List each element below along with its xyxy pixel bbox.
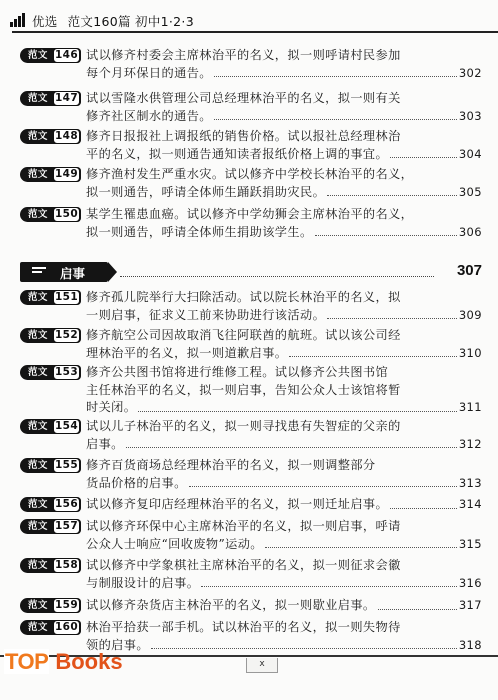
entry-text: 试以修齐环保中心主席林治平的名义，拟一则启事，呼请	[86, 519, 401, 533]
toc-entry[interactable]	[20, 289, 482, 324]
toc-entry[interactable]	[20, 206, 482, 241]
toc-entry[interactable]	[20, 597, 482, 615]
entry-text: 与制服设计的启事。	[86, 575, 200, 590]
entry-text: 每个月环保日的通告。	[86, 65, 212, 80]
entry-text-line	[20, 206, 482, 224]
entry-text-line	[20, 166, 482, 184]
entry-number: 148	[54, 130, 79, 142]
entry-text-line	[20, 436, 482, 454]
badge-label: 范文	[28, 460, 48, 471]
entry-page-number: 318	[458, 637, 482, 652]
leader-dots	[327, 194, 457, 196]
toc-entry[interactable]	[20, 128, 482, 163]
entry-number: 160	[54, 621, 79, 633]
entry-text-line	[20, 184, 482, 202]
section-page-number: 307	[456, 262, 482, 279]
entry-text-line	[20, 557, 482, 575]
book-title	[32, 12, 194, 30]
entry-text: 试以修齐复印店经理林治平的名义，拟一则迁址启事。	[86, 497, 389, 511]
leader-dots	[189, 485, 457, 487]
entry-text: 理林治平的名义，拟一则道歉启事。	[86, 345, 288, 360]
entry-text: 试以修齐村委会主席林治平的名义，拟一则呼请村民参加	[86, 48, 401, 62]
entry-text: 修齐日报报社上调报纸的销售价格。试以报社总经理林治	[86, 129, 401, 143]
leader-dots	[214, 75, 457, 77]
toc-entry[interactable]	[20, 47, 482, 82]
leader-dots	[315, 234, 457, 236]
toc-entry[interactable]	[20, 418, 482, 453]
entry-text-line	[20, 90, 482, 108]
badge-label: 范文	[28, 50, 48, 61]
entry-text: 一则启事，征求义工前来协助进行该活动。	[86, 307, 326, 322]
entry-text: 平的名义，拟一则通告通知读者报纸价格上调的事宜。	[86, 146, 389, 161]
entry-number: 151	[54, 291, 79, 303]
entry-text: 林治平拾获一部手机。试以林治平的名义，拟一则失物待	[86, 620, 401, 634]
entry-number: 155	[54, 459, 79, 471]
leader-dots	[201, 585, 457, 587]
badge-label: 范文	[28, 330, 48, 341]
menu-lines-icon	[32, 267, 46, 277]
entry-text: 修齐社区制水的通告。	[86, 108, 212, 123]
brand-label: 优选	[32, 14, 58, 29]
entry-number: 156	[54, 498, 79, 510]
entry-text: 某学生罹患血癌。试以修齐中学幼狮会主席林治平的名义，	[86, 207, 414, 221]
logo-books-text: Books	[55, 649, 123, 674]
entry-text: 试以雪隆水供管理公司总经理林治平的名义，拟一则有关	[86, 91, 401, 105]
toc-entry[interactable]	[20, 327, 482, 362]
leader-dots	[214, 118, 457, 120]
entry-number: 147	[54, 92, 79, 104]
entry-text: 修齐公共图书馆将进行维修工程。试以修齐公共图书馆	[86, 365, 389, 379]
badge-label: 范文	[28, 292, 48, 303]
badge-label: 范文	[28, 421, 48, 432]
leader-dots	[378, 608, 457, 610]
leader-dots	[138, 410, 456, 412]
entry-text: 拟一则通告，呼请全体师生踊跃捐助灾民。	[86, 184, 326, 199]
entry-number: 159	[54, 599, 79, 611]
entry-text-line	[20, 327, 482, 345]
entry-text-line	[20, 457, 482, 475]
entry-text-line	[20, 146, 482, 164]
entry-text: 试以修齐杂货店主林治平的名义，拟一则歇业启事。	[86, 598, 376, 612]
entry-text-line	[20, 597, 482, 615]
entry-page-number: 313	[458, 475, 482, 490]
page-header	[0, 0, 498, 34]
entry-text: 领的启事。	[86, 637, 149, 652]
entry-page-number: 312	[458, 436, 482, 451]
entry-page-number: 310	[458, 345, 482, 360]
entry-page-number: 314	[458, 497, 482, 511]
entry-number: 153	[54, 366, 79, 378]
entry-number: 150	[54, 208, 79, 220]
entry-text-line	[20, 382, 482, 400]
entry-text-line	[20, 496, 482, 514]
toc-entry[interactable]	[20, 364, 482, 417]
entry-text-line	[20, 575, 482, 593]
header-rule	[12, 31, 498, 33]
toc-entry[interactable]	[20, 518, 482, 553]
entry-text-line	[20, 518, 482, 536]
entry-number: 152	[54, 329, 79, 341]
badge-label: 范文	[28, 93, 48, 104]
entry-text: 公众人士响应“回收废物”运动。	[86, 536, 263, 551]
entry-page-number: 302	[458, 65, 482, 80]
entry-text: 试以儿子林治平的名义，拟一则寻找患有失智症的父亲的	[86, 419, 401, 433]
section-arrow-icon	[108, 262, 117, 282]
entry-number: 157	[54, 520, 79, 532]
section-leader-dots	[120, 276, 434, 277]
entry-page-number: 304	[458, 146, 482, 161]
entry-number: 154	[54, 420, 79, 432]
entry-text-line	[20, 65, 482, 83]
badge-label: 范文	[28, 209, 48, 220]
entry-page-number: 311	[458, 400, 482, 415]
section-heading	[20, 262, 482, 282]
entry-text-line	[20, 128, 482, 146]
entry-text-line	[20, 399, 482, 417]
toc-entry[interactable]	[20, 166, 482, 201]
entry-page-number: 316	[458, 575, 482, 590]
section-title: 启事	[60, 266, 86, 281]
badge-label: 范文	[28, 600, 48, 611]
entry-page-number: 309	[458, 307, 482, 322]
leader-dots	[289, 355, 456, 357]
page-tab: x	[246, 658, 278, 673]
entry-page-number: 306	[458, 224, 482, 239]
entry-text-line	[20, 345, 482, 363]
toc-entry[interactable]	[20, 496, 482, 514]
badge-label: 范文	[28, 131, 48, 142]
entry-text-line	[20, 289, 482, 307]
entry-text: 拟一则通告，呼请全体师生捐助该学生。	[86, 224, 313, 239]
entry-text: 时关闭。	[86, 400, 137, 415]
entry-number: 146	[54, 49, 79, 61]
leader-dots	[151, 647, 457, 649]
entry-text: 修齐航空公司因故取消飞往阿联酋的航班。试以该公司经	[86, 328, 401, 342]
badge-label: 范文	[28, 169, 48, 180]
leader-dots	[126, 446, 457, 448]
entry-text: 修齐孤儿院举行大扫除活动。试以院长林治平的名义，拟	[86, 290, 401, 304]
entry-text: 货品价格的启事。	[86, 475, 187, 490]
toc-entry[interactable]	[20, 457, 482, 492]
entry-text-line	[20, 475, 482, 493]
entry-page-number: 315	[458, 536, 482, 551]
entry-text-line	[20, 47, 482, 65]
entry-number: 149	[54, 168, 79, 180]
entry-text-line	[20, 536, 482, 554]
entry-number: 158	[54, 559, 79, 571]
toc-entry[interactable]	[20, 90, 482, 125]
toc-entry[interactable]	[20, 557, 482, 592]
entry-text: 修齐百货商场总经理林治平的名义，拟一则调整部分	[86, 458, 376, 472]
leader-dots	[390, 156, 457, 158]
badge-label: 范文	[28, 499, 48, 510]
leader-dots	[265, 546, 457, 548]
signal-bars-icon	[10, 13, 26, 27]
entry-text-line	[20, 307, 482, 325]
entry-page-number: 305	[458, 184, 482, 199]
entry-text-line	[20, 108, 482, 126]
entry-text-line	[20, 224, 482, 242]
leader-dots	[390, 507, 457, 509]
entry-text: 修齐渔村发生严重水灾。试以修齐中学校长林治平的名义，	[86, 167, 414, 181]
badge-label: 范文	[28, 560, 48, 571]
entry-page-number: 303	[458, 108, 482, 123]
entry-text: 试以修齐中学象棋社主席林治平的名义，拟一则征求会徽	[86, 558, 401, 572]
logo-top-text: TOP	[5, 649, 49, 674]
entry-text: 启事。	[86, 436, 124, 451]
badge-label: 范文	[28, 521, 48, 532]
entry-text-line	[20, 418, 482, 436]
series-label: 范文160篇 初中1·2·3	[67, 14, 194, 29]
badge-label: 范文	[28, 622, 48, 633]
entry-text-line	[20, 619, 482, 637]
topbooks-logo	[4, 649, 123, 675]
entry-page-number: 317	[458, 598, 482, 612]
entry-text: 主任林治平的名义，拟一则启事，告知公众人士该馆将暂	[86, 382, 401, 397]
section-bar	[20, 262, 108, 282]
leader-dots	[327, 317, 457, 319]
entry-text-line	[20, 364, 482, 382]
badge-label: 范文	[28, 367, 48, 378]
